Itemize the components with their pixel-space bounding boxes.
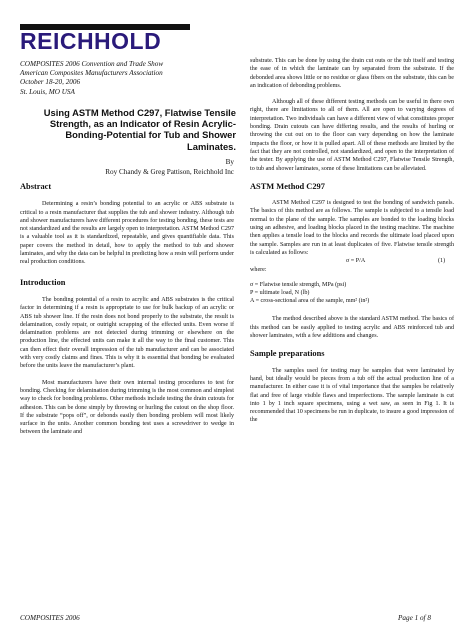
equation-row	[250, 257, 454, 266]
right-paragraph-2: Although all of these different testing methods can be useful in there own right, there are limitations to all of them. All are open to varying degrees of interpretation. Two individuals can have a different view of what constitutes proper bonding. Drain cutouts can have differing results, and the results of hurling or throwing the cut out on to the floor can vary depending on how the laminate impacts the floor, or how it is pulled apart. All of these methods are limited by the fact that they are not controlled, not standardized, and open to the interpretation of the tester. By applying the use of ASTM Method C297, Flatwise Tensile Strength, to tub and shower laminates, some of these limitations can be alleviated.	[250, 99, 454, 172]
abstract-text: Determining a resin’s bonding potential to an acrylic or ABS substrate is critical to a resin manufacturer that supplies the tub and shower industry. Although tub and shower manufacturers have different procedures for testing bonding, these tests are not standardized and the results are largely open to interpretation. ASTM Method C297 is a valuable tool as it is standardized, repeatable, and gives quantifiable data. This paper covers the method in detail, how to apply the method to tub and shower laminates, and why the data can be helpful in predicting how a resin will perform under real production conditions.	[20, 201, 234, 266]
footer-page-number: Page 1 of 8	[398, 614, 431, 622]
conference-info	[20, 60, 230, 97]
conference-line: COMPOSITES 2006 Convention and Trade Show	[20, 60, 164, 68]
definition-p: P = ultimate load, N (lb)	[250, 289, 310, 296]
equation: σ = P/A	[346, 258, 366, 265]
right-column	[250, 57, 454, 425]
by-label: By	[225, 158, 234, 166]
where-label: where:	[250, 267, 267, 274]
introduction-heading: Introduction	[20, 277, 66, 287]
definition-a: A = cross-sectional area of the sample, mm² (in²)	[250, 298, 370, 305]
conference-line: St. Louis, MO USA	[20, 87, 75, 96]
astm-paragraph-2: The method described above is the standard ASTM method. The basics of this method can be easily applied to testing acrylic and ABS reinforced tub and shower laminates, with a few additions and changes.	[250, 316, 454, 340]
conference-line: American Composites Manufacturers Association	[20, 69, 163, 78]
astm-paragraph: ASTM Method C297 is designed to test the bonding of sandwich panels. The basics of this method are as follows. The sample is subjected to a tensile load normal to the plane of the sample. The samples are bonded to the loading blocks using an adhesive, and loading blocks placed in the testing machine. The machine then applies a tensile load to the blocks and records the ultimate load placed upon the sample. Samples are run in at least duplicates of five. Flatwise tensile strength is calculated as follows:	[250, 200, 454, 256]
authors: Roy Chandy & Greg Pattison, Reichhold Inc	[105, 168, 234, 176]
paper-title: Using ASTM Method C297, Flatwise Tensile Strength, as an Indicator of Resin Acrylic-Bonding-Potential for Tub and Shower Laminates.	[43, 107, 236, 152]
abstract-heading: Abstract	[20, 182, 52, 191]
conference-line: October 18-20, 2006	[20, 78, 81, 87]
reichhold-logo	[20, 24, 190, 54]
left-column	[20, 183, 234, 437]
intro-paragraph-2: Most manufacturers have their own internal testing procedures to test for bonding. Checking for delamination during trimming is the most common and simplest way to check for bonding problems. Other methods include testing the drain cutouts for adhesion. This can be done simply by throwing or hurling the cutout on the shop floor. If the substrate “pops off”, or debonds easily then bonding problem will most likely surface in the units. Another common bonding test uses a screwdriver to wedge in between the laminate and	[20, 379, 234, 436]
astm-heading: ASTM Method C297	[250, 181, 325, 191]
intro-paragraph-1: The bonding potential of a resin to acrylic and ABS substrates is the critical factor in determining if a resin is appropriate to use for bulk backup of an acrylic or ABS tub shower line. If the resin does not bond properly to the substrate, the result is delamination, costly repair, or outright scrapping of the effected units. Even worse if delamination problems are not detected during trimming or elsewhere on the production line, the effected units can make it all the way to the final customer. This can then effect their overall impression of the tub manufacturer and can be associated with very costly claims and fines. This is why it is essential that bonding be evaluated before the units leave the manufacturer’s plant.	[20, 296, 234, 370]
sample-heading: Sample preparations	[250, 349, 325, 359]
sample-paragraph: The samples used for testing may be samples that were laminated by hand, but ideally would be pieces from a tub off the actual production line of a manufacturer. In either case it is of vital importance that the samples be relatively flat and free of large visible flaws and imperfections. The sample laminate is cut into 1 by 1 inch square specimens, using a wet saw, as seen in Fig 1. It is recommended that 10 specimens be run in duplicate, to insure a good impression of the	[250, 367, 454, 424]
footer-left: COMPOSITES 2006	[20, 614, 80, 622]
definition-sigma: σ = Flatwise tensile strength, MPa (psi)	[250, 281, 347, 288]
logo-text: REICHHOLD	[20, 28, 162, 54]
right-paragraph-1: substrate. This can be done by using the drain cut outs or the tub itself and testing the ease of in which the laminate can by separated from the substrate. If the debonded area shows little or no residue or glass fibers on the substrate, this can be an indication of debonding problems.	[250, 58, 454, 89]
equation-number: (1)	[438, 258, 446, 265]
